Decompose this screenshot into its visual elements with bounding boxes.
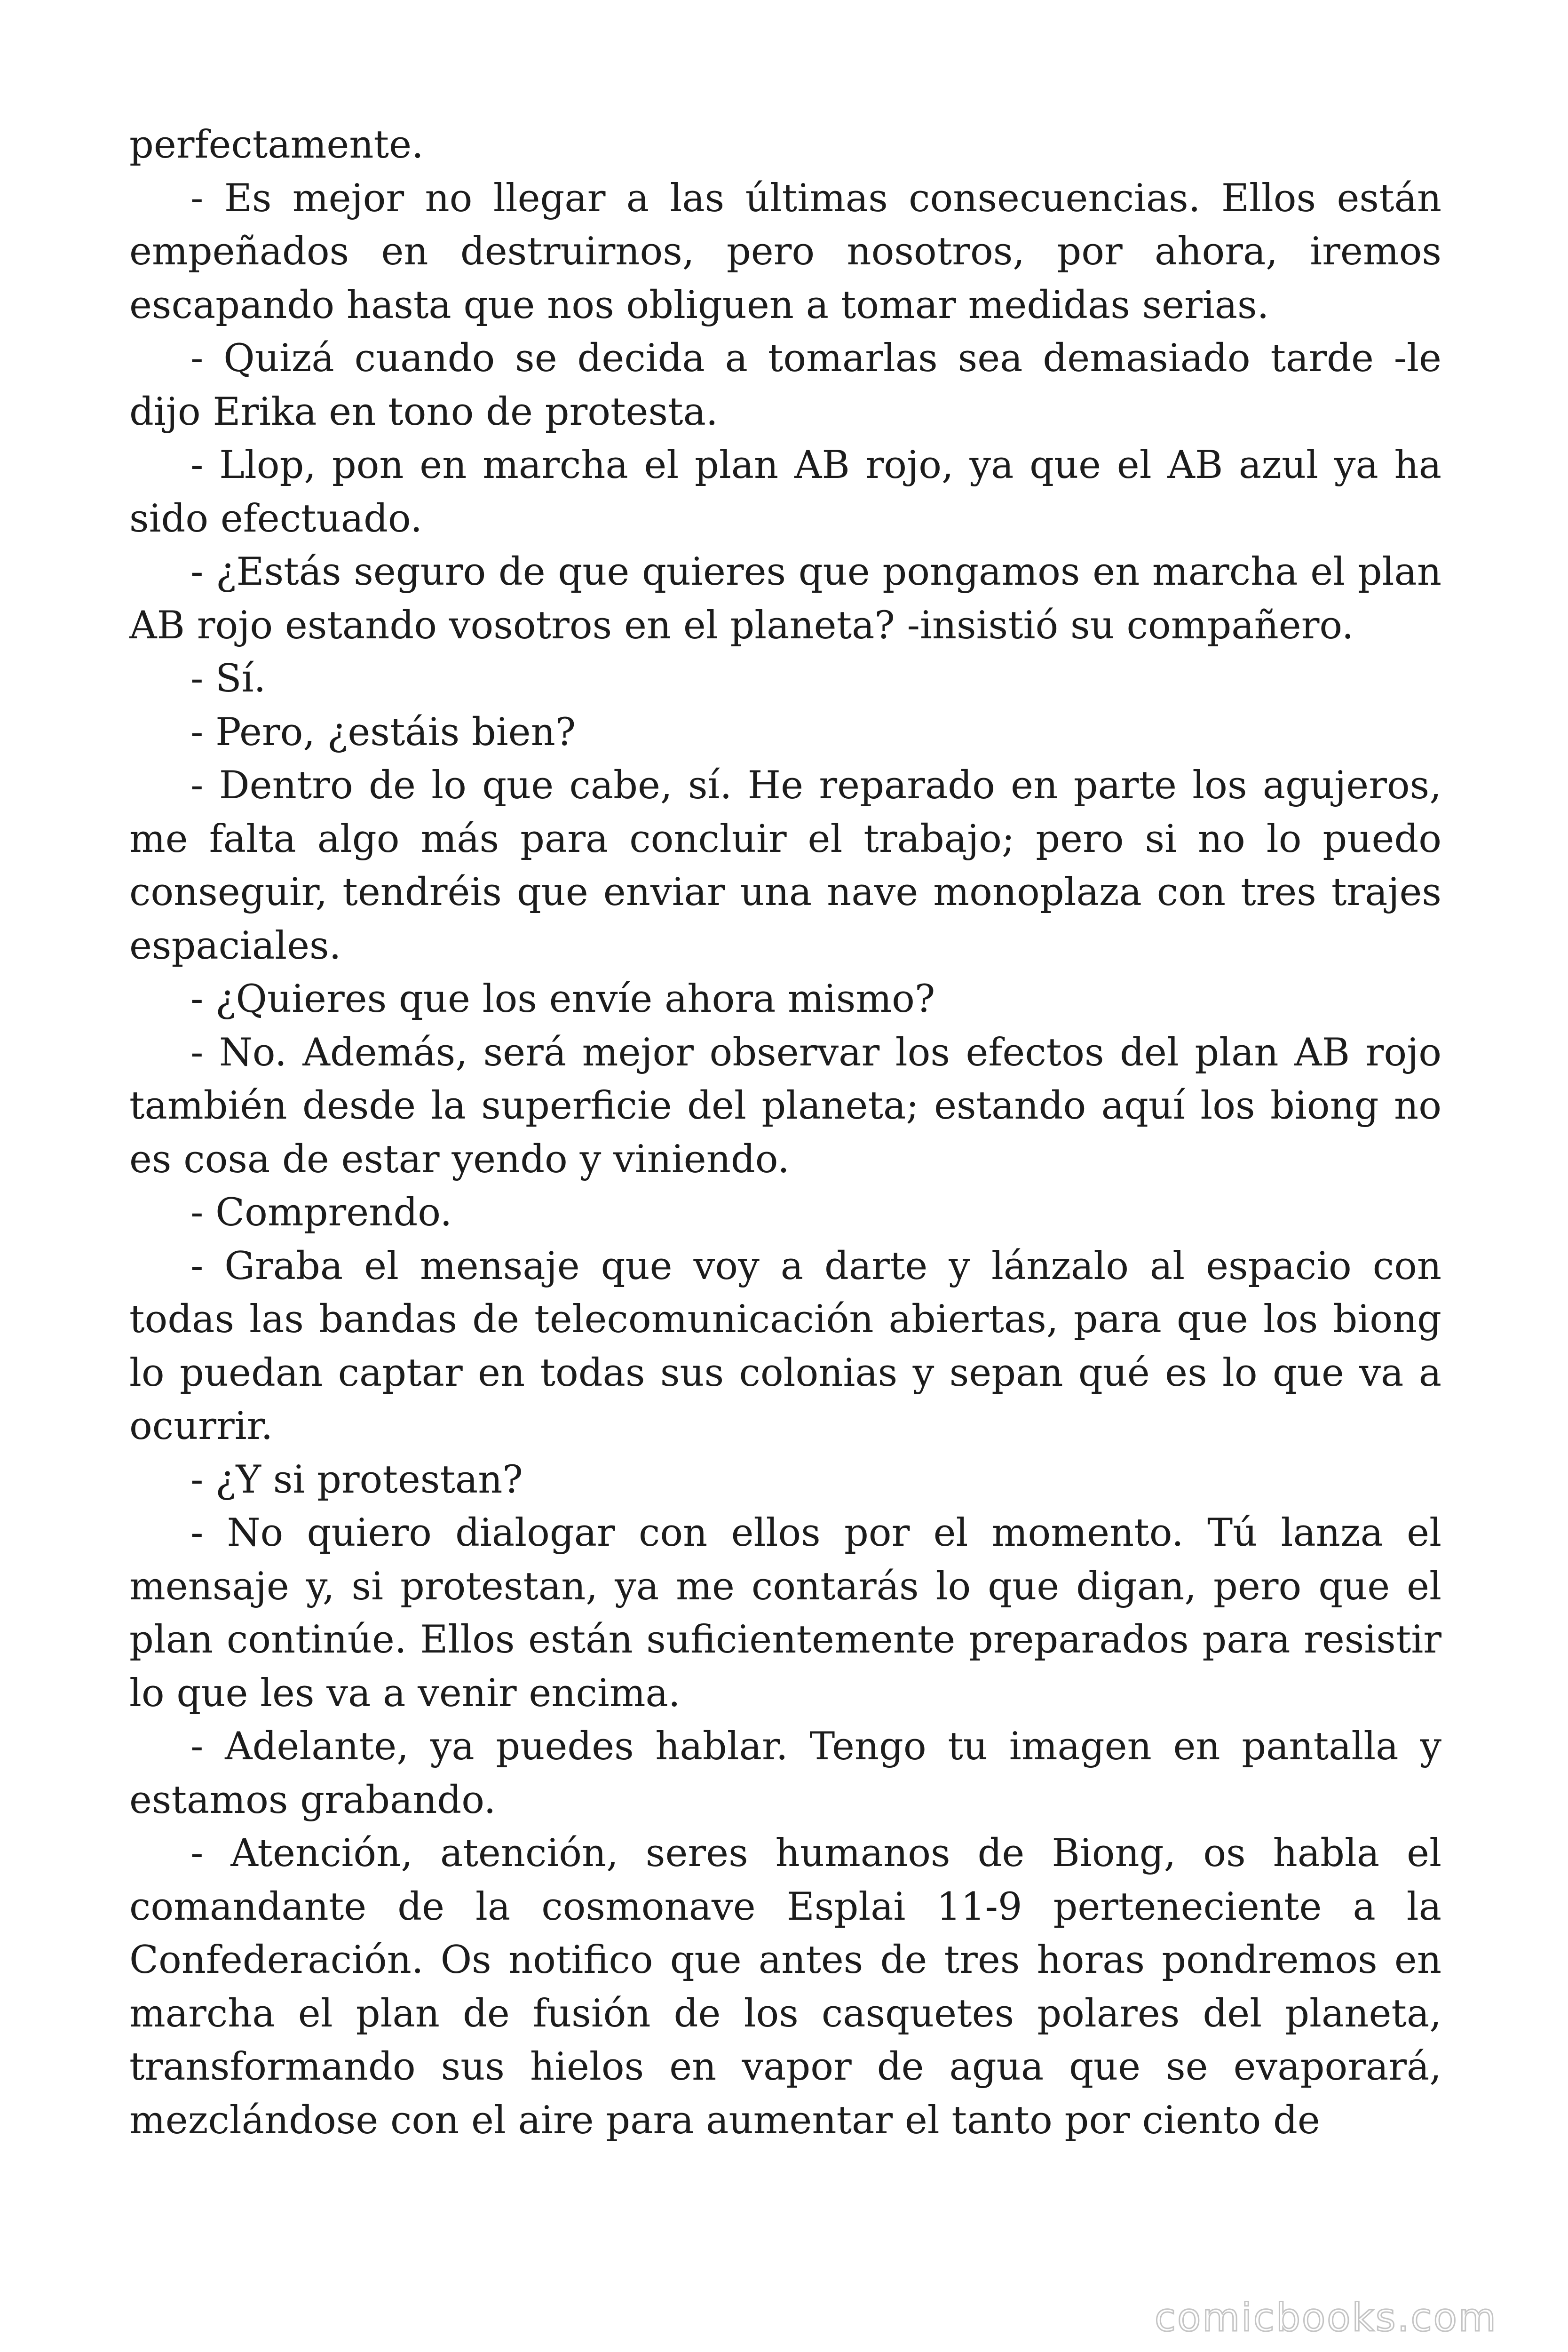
paragraph: - Sí.	[190, 657, 266, 701]
paragraph: - Es mejor no llegar a las últimas consecuencias. Ellos están empeñados en destruirnos, pero nosotros, por ahora, iremos escapando hasta que nos obliguen a tomar medidas serias.	[129, 176, 1441, 327]
paragraph: - Dentro de lo que cabe, sí. He reparado en parte los agujeros, me falta algo más para concluir el trabajo; pero si no lo puedo conseguir, tendréis que enviar una nave monoplaza con tres trajes espaciales.	[129, 763, 1441, 968]
paragraph: perfectamente.	[129, 123, 424, 167]
paragraph: - Atención, atención, seres humanos de Biong, os habla el comandante de la cosmonave Esplai 11-9 perteneciente a la Confederación. Os notifico que antes de tres horas pondremos en marcha el plan de fusión de los casquetes polares del planeta, transformando sus hielos en vapor de agua que se evaporará, mezclándose con el aire para aumentar el tanto por ciento de	[129, 1831, 1441, 2143]
paragraph: - No. Además, será mejor observar los efectos del plan AB rojo también desde la superficie del planeta; estando aquí los biong no es cosa de estar yendo y viniendo.	[129, 1030, 1441, 1182]
paragraph: - ¿Quieres que los envíe ahora mismo?	[190, 977, 935, 1021]
paragraph: - ¿Y si protestan?	[190, 1457, 523, 1502]
paragraph: - Quizá cuando se decida a tomarlas sea demasiado tarde -le dijo Erika en tono de protesta.	[129, 336, 1441, 434]
paragraph: - Pero, ¿estáis bien?	[190, 710, 576, 755]
paragraph: - No quiero dialogar con ellos por el momento. Tú lanza el mensaje y, si protestan, ya me contarás lo que digan, pero que el plan continúe. Ellos están suficientemente preparados para resistir lo que les va a venir encima.	[129, 1511, 1441, 1716]
paragraph: - Llop, pon en marcha el plan AB rojo, ya que el AB azul ya ha sido efectuado.	[129, 443, 1441, 541]
paragraph: - Adelante, ya puedes hablar. Tengo tu imagen en pantalla y estamos grabando.	[129, 1724, 1441, 1822]
watermark: comicbooks.com	[1155, 2296, 1497, 2340]
paragraph: - ¿Estás seguro de que quieres que pongamos en marcha el plan AB rojo estando vosotros en el planeta? -insistió su compañero.	[129, 550, 1441, 648]
paragraph: - Graba el mensaje que voy a darte y lánzalo al espacio con todas las bandas de telecomunicación abiertas, para que los biong lo puedan captar en todas sus colonias y sepan qué es lo que va a ocurrir.	[129, 1244, 1441, 1448]
page-body	[129, 119, 1441, 2147]
paragraph: - Comprendo.	[190, 1191, 452, 1235]
